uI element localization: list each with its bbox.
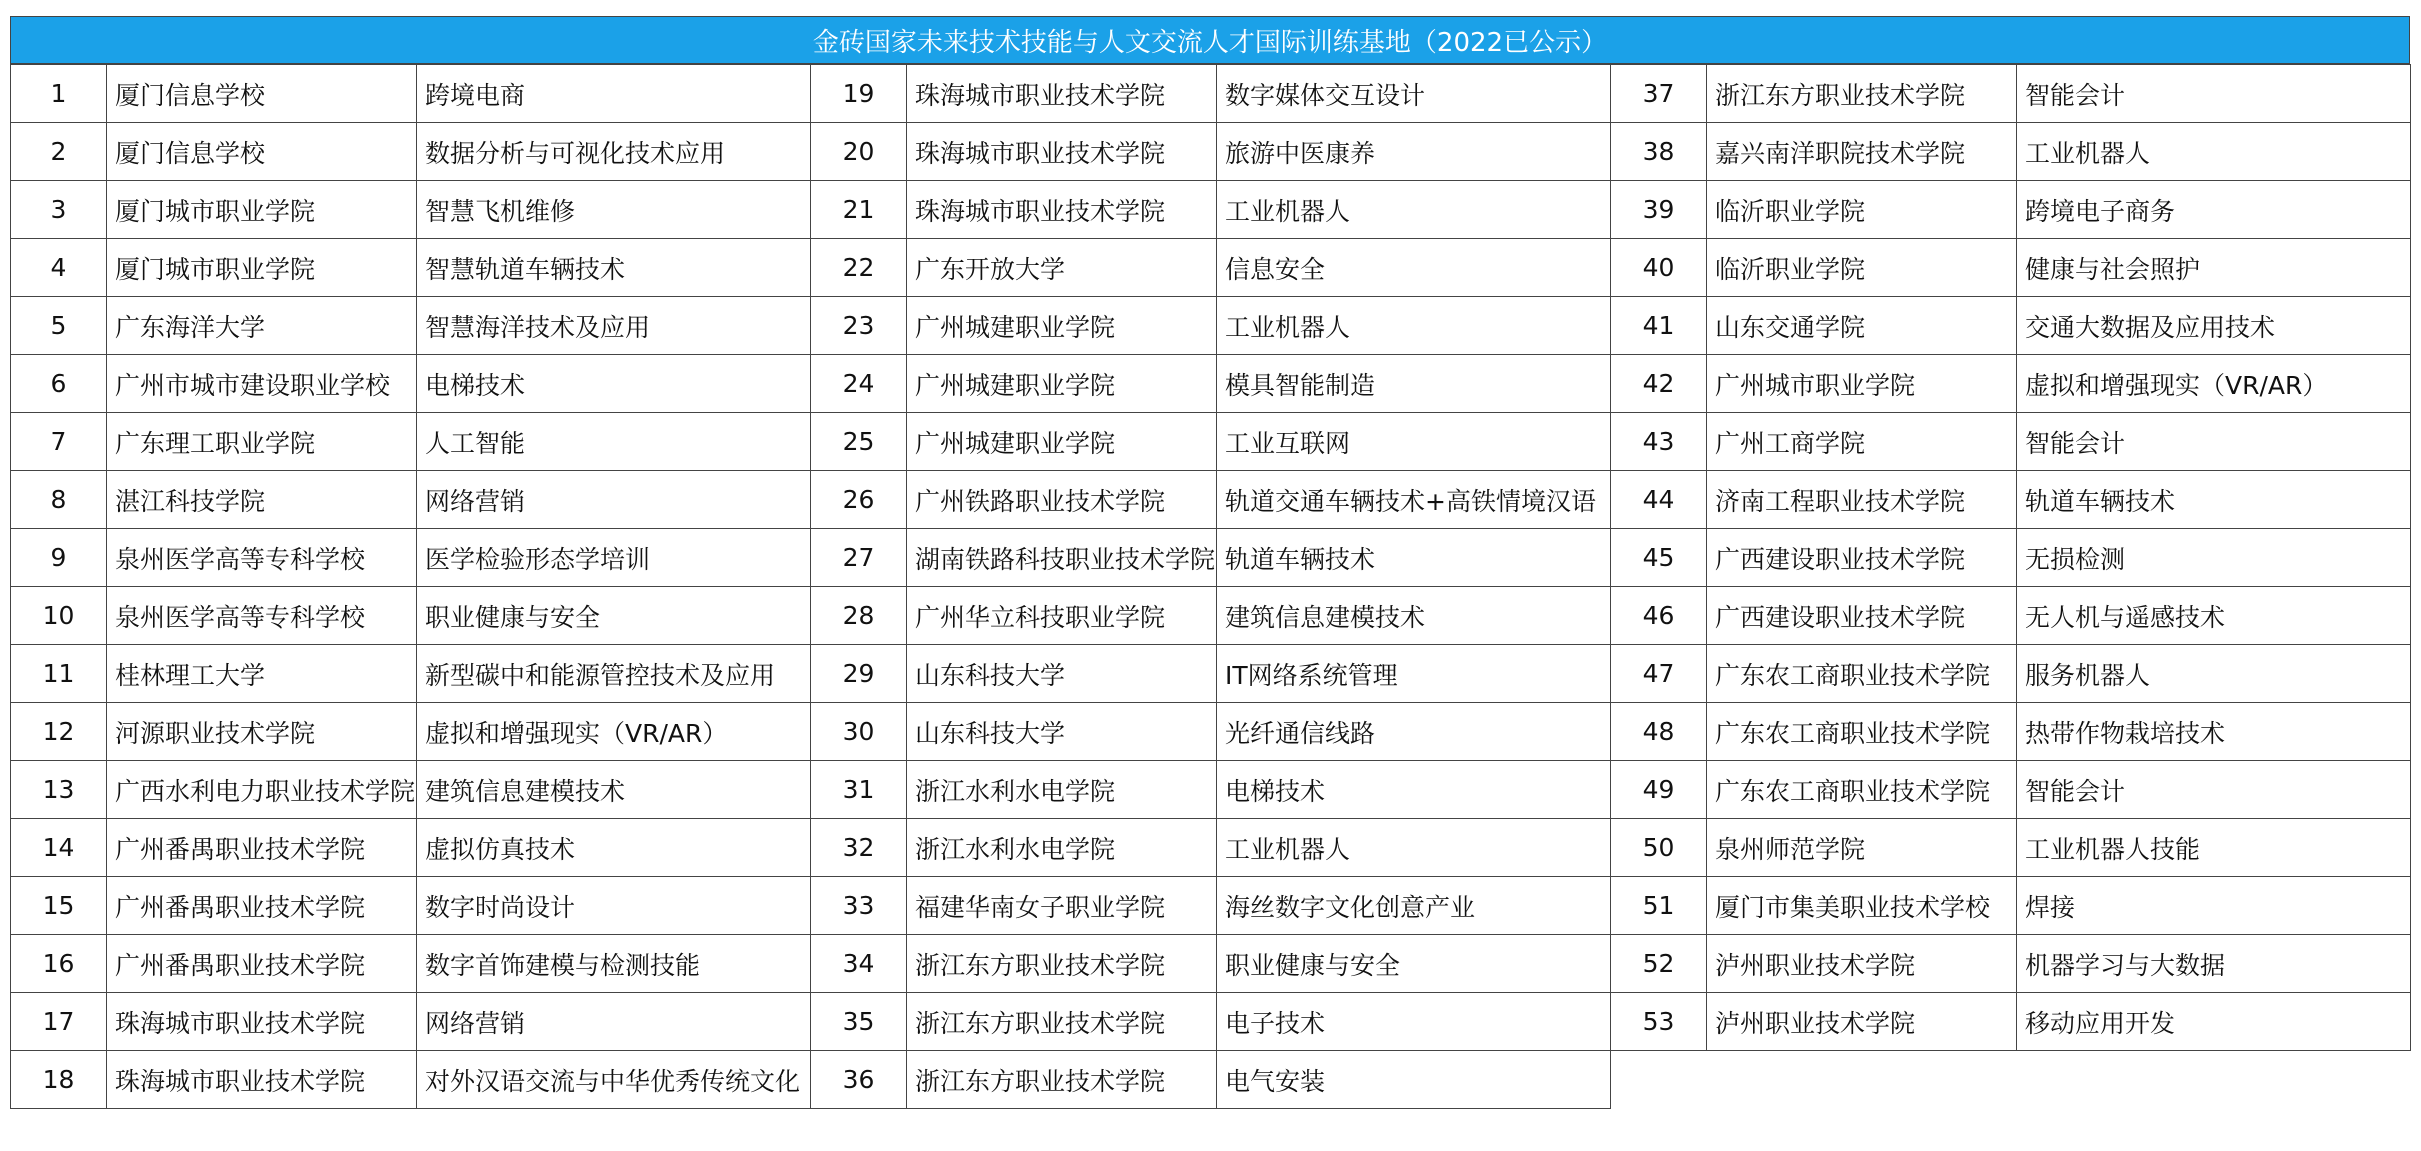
school-name: 广西水利电力职业技术学院: [107, 761, 417, 819]
table-row: [1611, 413, 2411, 471]
row-number: 52: [1611, 935, 1707, 993]
table-row: [1611, 645, 2411, 703]
school-name: 山东科技大学: [907, 703, 1217, 761]
table-row: [1611, 239, 2411, 297]
row-number: 22: [811, 239, 907, 297]
program-name: 光纤通信线路: [1217, 703, 1611, 761]
school-name: 广州城建职业学院: [907, 355, 1217, 413]
school-name: 珠海城市职业技术学院: [907, 123, 1217, 181]
table-row: [11, 993, 811, 1051]
table-row: [811, 645, 1611, 703]
table-row: [1611, 587, 2411, 645]
school-name: 广州华立科技职业学院: [907, 587, 1217, 645]
program-name: 机器学习与大数据: [2017, 935, 2411, 993]
row-number: 19: [811, 65, 907, 123]
school-name: 广西建设职业技术学院: [1707, 529, 2017, 587]
row-number: 2: [11, 123, 107, 181]
row-number: 43: [1611, 413, 1707, 471]
row-number: 14: [11, 819, 107, 877]
school-name: 福建华南女子职业学院: [907, 877, 1217, 935]
row-number: 8: [11, 471, 107, 529]
school-name: 广东农工商职业技术学院: [1707, 761, 2017, 819]
school-name: 广州城建职业学院: [907, 297, 1217, 355]
program-name: 职业健康与安全: [417, 587, 811, 645]
row-number: 7: [11, 413, 107, 471]
school-name: 厦门市集美职业技术学校: [1707, 877, 2017, 935]
program-name: 职业健康与安全: [1217, 935, 1611, 993]
table-row: [1611, 529, 2411, 587]
program-name: 电气安装: [1217, 1051, 1611, 1109]
program-name: 轨道交通车辆技术+高铁情境汉语: [1217, 471, 1611, 529]
program-name: 智慧飞机维修: [417, 181, 811, 239]
school-name: 厦门信息学校: [107, 65, 417, 123]
row-number: 40: [1611, 239, 1707, 297]
school-name: 广州城建职业学院: [907, 413, 1217, 471]
school-name: 广州城市职业学院: [1707, 355, 2017, 413]
school-name: 湛江科技学院: [107, 471, 417, 529]
program-name: 电子技术: [1217, 993, 1611, 1051]
row-number: 20: [811, 123, 907, 181]
school-name: 厦门信息学校: [107, 123, 417, 181]
school-name: 珠海城市职业技术学院: [107, 993, 417, 1051]
row-number: 13: [11, 761, 107, 819]
row-number: 10: [11, 587, 107, 645]
row-number: 36: [811, 1051, 907, 1109]
program-name: 移动应用开发: [2017, 993, 2411, 1051]
program-name: 海丝数字文化创意产业: [1217, 877, 1611, 935]
row-number: 39: [1611, 181, 1707, 239]
row-number: 49: [1611, 761, 1707, 819]
school-name: 广东农工商职业技术学院: [1707, 645, 2017, 703]
table-row: [1611, 935, 2411, 993]
program-name: 轨道车辆技术: [1217, 529, 1611, 587]
row-number: 18: [11, 1051, 107, 1109]
row-number: 9: [11, 529, 107, 587]
row-number: 53: [1611, 993, 1707, 1051]
program-name: 信息安全: [1217, 239, 1611, 297]
row-number: 15: [11, 877, 107, 935]
table-row: [11, 587, 811, 645]
program-name: 新型碳中和能源管控技术及应用: [417, 645, 811, 703]
table-row: [11, 181, 811, 239]
program-name: 对外汉语交流与中华优秀传统文化: [417, 1051, 811, 1109]
row-number: 4: [11, 239, 107, 297]
table-row: [1611, 819, 2411, 877]
school-name: 山东科技大学: [907, 645, 1217, 703]
row-number: 11: [11, 645, 107, 703]
program-name: 热带作物栽培技术: [2017, 703, 2411, 761]
table-row: [811, 993, 1611, 1051]
school-name: 浙江水利水电学院: [907, 761, 1217, 819]
table-row: [11, 239, 811, 297]
row-number: 32: [811, 819, 907, 877]
table-row: [1611, 877, 2411, 935]
table-row: [1611, 297, 2411, 355]
program-name: 电梯技术: [1217, 761, 1611, 819]
row-number: 12: [11, 703, 107, 761]
table-row: [11, 703, 811, 761]
table-row: [811, 1051, 1611, 1109]
table-row: [811, 123, 1611, 181]
school-name: 广州市城市建设职业学校: [107, 355, 417, 413]
table-row: [811, 761, 1611, 819]
row-number: 46: [1611, 587, 1707, 645]
row-number: 28: [811, 587, 907, 645]
program-name: 网络营销: [417, 993, 811, 1051]
table-row: [811, 877, 1611, 935]
program-name: 数据分析与可视化技术应用: [417, 123, 811, 181]
program-name: 数字首饰建模与检测技能: [417, 935, 811, 993]
school-name: 广东开放大学: [907, 239, 1217, 297]
school-name: 浙江水利水电学院: [907, 819, 1217, 877]
table-row: [811, 413, 1611, 471]
row-number: 34: [811, 935, 907, 993]
program-name: 工业机器人: [1217, 819, 1611, 877]
row-number: 51: [1611, 877, 1707, 935]
program-name: 智慧海洋技术及应用: [417, 297, 811, 355]
row-number: 48: [1611, 703, 1707, 761]
table-row: [1611, 703, 2411, 761]
table-row: [811, 65, 1611, 123]
table-row: [811, 355, 1611, 413]
row-number: 45: [1611, 529, 1707, 587]
program-name: 焊接: [2017, 877, 2411, 935]
row-number: 5: [11, 297, 107, 355]
table-row: [11, 819, 811, 877]
table-row: [11, 297, 811, 355]
table-row: [11, 471, 811, 529]
school-name: 浙江东方职业技术学院: [907, 935, 1217, 993]
table-row: [811, 239, 1611, 297]
row-number: 3: [11, 181, 107, 239]
school-name: 湖南铁路科技职业技术学院: [907, 529, 1217, 587]
school-name: 广州番禺职业技术学院: [107, 819, 417, 877]
school-name: 浙江东方职业技术学院: [907, 993, 1217, 1051]
program-name: 网络营销: [417, 471, 811, 529]
row-number: 16: [11, 935, 107, 993]
school-name: 临沂职业学院: [1707, 239, 2017, 297]
school-name: 广州番禺职业技术学院: [107, 877, 417, 935]
row-number: 50: [1611, 819, 1707, 877]
program-name: 数字时尚设计: [417, 877, 811, 935]
program-name: IT网络系统管理: [1217, 645, 1611, 703]
table-title: 金砖国家未来技术技能与人文交流人才国际训练基地（2022已公示）: [10, 16, 2410, 64]
program-name: 虚拟和增强现实（VR/AR）: [2017, 355, 2411, 413]
school-name: 济南工程职业技术学院: [1707, 471, 2017, 529]
table-row: [811, 181, 1611, 239]
program-name: 服务机器人: [2017, 645, 2411, 703]
table-row: [11, 761, 811, 819]
program-name: 工业机器人: [1217, 181, 1611, 239]
table-row: [11, 935, 811, 993]
program-name: 建筑信息建模技术: [1217, 587, 1611, 645]
program-name: 虚拟仿真技术: [417, 819, 811, 877]
school-name: 广西建设职业技术学院: [1707, 587, 2017, 645]
program-name: 人工智能: [417, 413, 811, 471]
program-name: 旅游中医康养: [1217, 123, 1611, 181]
row-number: 30: [811, 703, 907, 761]
row-number: 44: [1611, 471, 1707, 529]
program-name: 智能会计: [2017, 413, 2411, 471]
table-row: [1611, 65, 2411, 123]
row-number: 21: [811, 181, 907, 239]
table-column-2: [810, 64, 1611, 1109]
school-name: 泉州医学高等专科学校: [107, 529, 417, 587]
school-name: 珠海城市职业技术学院: [907, 181, 1217, 239]
row-number: 35: [811, 993, 907, 1051]
row-number: 42: [1611, 355, 1707, 413]
table-row: [811, 471, 1611, 529]
table-row: [811, 297, 1611, 355]
row-number: 41: [1611, 297, 1707, 355]
school-name: 广州工商学院: [1707, 413, 2017, 471]
table-row: [11, 123, 811, 181]
program-name: 虚拟和增强现实（VR/AR）: [417, 703, 811, 761]
table-column-1: [10, 64, 811, 1109]
program-name: 电梯技术: [417, 355, 811, 413]
school-name: 嘉兴南洋职院技术学院: [1707, 123, 2017, 181]
school-name: 广东农工商职业技术学院: [1707, 703, 2017, 761]
school-name: 泉州师范学院: [1707, 819, 2017, 877]
program-name: 健康与社会照护: [2017, 239, 2411, 297]
table-row: [11, 413, 811, 471]
program-name: 工业互联网: [1217, 413, 1611, 471]
row-number: 27: [811, 529, 907, 587]
program-name: 智能会计: [2017, 65, 2411, 123]
program-name: 无损检测: [2017, 529, 2411, 587]
row-number: 38: [1611, 123, 1707, 181]
program-name: 交通大数据及应用技术: [2017, 297, 2411, 355]
program-name: 模具智能制造: [1217, 355, 1611, 413]
school-name: 广东海洋大学: [107, 297, 417, 355]
table-row: [11, 355, 811, 413]
program-name: 跨境电子商务: [2017, 181, 2411, 239]
program-name: 建筑信息建模技术: [417, 761, 811, 819]
school-name: 泸州职业技术学院: [1707, 935, 2017, 993]
row-number: 29: [811, 645, 907, 703]
table-row: [1611, 761, 2411, 819]
row-number: 1: [11, 65, 107, 123]
row-number: 26: [811, 471, 907, 529]
table-row: [811, 587, 1611, 645]
school-name: 泉州医学高等专科学校: [107, 587, 417, 645]
row-number: 6: [11, 355, 107, 413]
row-number: 24: [811, 355, 907, 413]
table-row: [811, 819, 1611, 877]
school-name: 桂林理工大学: [107, 645, 417, 703]
table-column-3: [1610, 64, 2411, 1051]
school-name: 广州番禺职业技术学院: [107, 935, 417, 993]
school-name: 厦门城市职业学院: [107, 239, 417, 297]
table-row: [1611, 181, 2411, 239]
school-name: 广东理工职业学院: [107, 413, 417, 471]
program-name: 医学检验形态学培训: [417, 529, 811, 587]
table-row: [1611, 123, 2411, 181]
row-number: 23: [811, 297, 907, 355]
program-name: 轨道车辆技术: [2017, 471, 2411, 529]
table-row: [1611, 993, 2411, 1051]
table-row: [11, 877, 811, 935]
table-row: [811, 529, 1611, 587]
row-number: 17: [11, 993, 107, 1051]
table-row: [1611, 471, 2411, 529]
table-row: [1611, 355, 2411, 413]
school-name: 浙江东方职业技术学院: [907, 1051, 1217, 1109]
row-number: 47: [1611, 645, 1707, 703]
program-name: 数字媒体交互设计: [1217, 65, 1611, 123]
table-row: [11, 65, 811, 123]
school-name: 山东交通学院: [1707, 297, 2017, 355]
program-name: 工业机器人技能: [2017, 819, 2411, 877]
program-name: 智能会计: [2017, 761, 2411, 819]
program-name: 智慧轨道车辆技术: [417, 239, 811, 297]
row-number: 25: [811, 413, 907, 471]
program-name: 无人机与遥感技术: [2017, 587, 2411, 645]
school-name: 临沂职业学院: [1707, 181, 2017, 239]
program-name: 工业机器人: [2017, 123, 2411, 181]
school-name: 泸州职业技术学院: [1707, 993, 2017, 1051]
row-number: 37: [1611, 65, 1707, 123]
table-row: [811, 935, 1611, 993]
school-name: 珠海城市职业技术学院: [907, 65, 1217, 123]
program-name: 跨境电商: [417, 65, 811, 123]
row-number: 33: [811, 877, 907, 935]
school-name: 浙江东方职业技术学院: [1707, 65, 2017, 123]
program-name: 工业机器人: [1217, 297, 1611, 355]
school-name: 广州铁路职业技术学院: [907, 471, 1217, 529]
table-row: [811, 703, 1611, 761]
table-row: [11, 529, 811, 587]
school-name: 珠海城市职业技术学院: [107, 1051, 417, 1109]
school-name: 厦门城市职业学院: [107, 181, 417, 239]
school-name: 河源职业技术学院: [107, 703, 417, 761]
row-number: 31: [811, 761, 907, 819]
table-row: [11, 1051, 811, 1109]
table-row: [11, 645, 811, 703]
